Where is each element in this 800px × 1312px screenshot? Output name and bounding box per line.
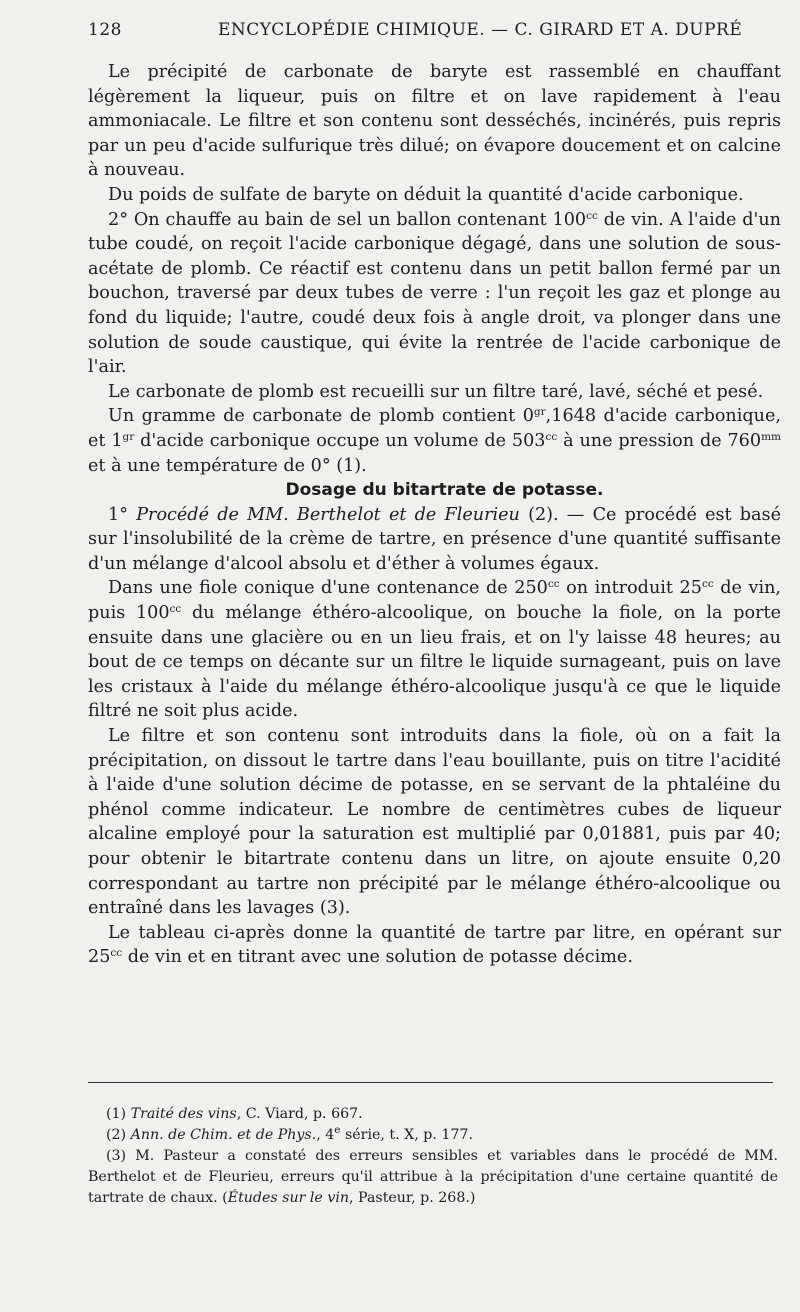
paragraph: Le filtre et son contenu sont introduits dans la fiole, où on a fait la précipitation, on dissout le tartre dans l'eau bouillante, puis on titre l'acidité à l'aide d'une solution décime de potasse, en se servant de la phtaléine du phénol comme indicateur. Le nombre de centimètres cubes de liqueur alcaline employé pour la saturation est multiplié par 0,01881, puis par 40; pour obtenir le bitartrate contenu dans un litre, on ajoute ensuite 0,20 correspondant au tartre non précipité par le mélange éthéro-alcoolique ou entraîné dans les lavages (3).: [88, 726, 781, 919]
paragraph: Le tableau ci-après donne la quantité de tartre par litre, en opérant sur $25^{cc}$ de vin et en titrant avec une solution de potasse décime.: [88, 922, 781, 968]
paragraph: Dans une fiole conique d'une contenance de $250^{cc}$ on introduit $25^{cc}$ de vin, puis $100^{cc}$ du mélange éthéro-alcoolique, on bouche la fiole, on la porte ensuite dans une glacière ou en un lieu frais, et on l'y laisse 48 heures; au bout de ce temps on décante sur un filtre le liquide surnageant, puis on lave les cristaux à l'aide du mélange éthéro-alcoolique jusqu'à ce que le liquide filtré ne soit plus acide.: [88, 578, 781, 722]
running-title: ENCYCLOPÉDIE CHIMIQUE. — C. GIRARD ET A. DUPRÉ: [218, 20, 743, 40]
paragraph: Un gramme de carbonate de plomb contient $0^{gr},1648$ d'acide carbonique, et $1^{gr}$ d'acide carbonique occupe un volume de $503^{cc}$ à une pression de $760^{mm}$ et à une température de 0° (1).: [88, 406, 781, 476]
footnotes: [88, 1104, 778, 1209]
footnote: (3) M. Pasteur a constaté des erreurs sensibles et variables dans le procédé de MM. Berthelot et de Fleurieu, erreurs qu'il attribue à la précipitation d'une certaine quantité de tartrate de chaux. (Études sur le vin, Pasteur, p. 268.): [88, 1148, 778, 1206]
main-text: [88, 60, 781, 970]
page-number: 128: [88, 20, 122, 40]
paragraph: 2° On chauffe au bain de sel un ballon contenant $100^{cc}$ de vin. A l'aide d'un tube coudé, on reçoit l'acide carbonique dégagé, dans une solution de sous-acétate de plomb. Ce réactif est contenu dans un petit ballon fermé par un bouchon, traversé par deux tubes de verre : l'un reçoit les gaz et plonge au fond du liquide; l'autre, coudé deux fois à angle droit, va plonger dans une solution de soude caustique, qui évite la rentrée de l'acide carbonique de l'air.: [88, 209, 781, 378]
paragraph: Le carbonate de plomb est recueilli sur un filtre taré, lavé, séché et pesé.: [108, 381, 764, 402]
page-header: [88, 20, 778, 46]
footnote: (2) Ann. de Chim. et de Phys., 4e série, t. X, p. 177.: [106, 1124, 473, 1143]
paragraph: 1° Procédé de MM. Berthelot et de Fleurieu (2). — Ce procédé est basé sur l'insolubilité de la crème de tartre, en présence d'une quantité suffisante d'un mélange d'alcool absolu et d'éther à volumes égaux.: [88, 504, 781, 574]
paragraph: Du poids de sulfate de baryte on déduit la quantité d'acide carbonique.: [108, 184, 744, 205]
paragraph: Le précipité de carbonate de baryte est rassemblé en chauffant légèrement la liqueur, puis on filtre et on lave rapidement à l'eau ammoniacale. Le filtre et son contenu sont desséchés, incinérés, puis repris par un peu d'acide sulfurique très dilué; on évapore doucement et on calcine à nouveau.: [88, 62, 781, 181]
footnote: (1) Traité des vins, C. Viard, p. 667.: [106, 1106, 363, 1122]
section-heading: Dosage du bitartrate de potasse.: [285, 480, 604, 501]
footnote-divider: [88, 1082, 773, 1083]
